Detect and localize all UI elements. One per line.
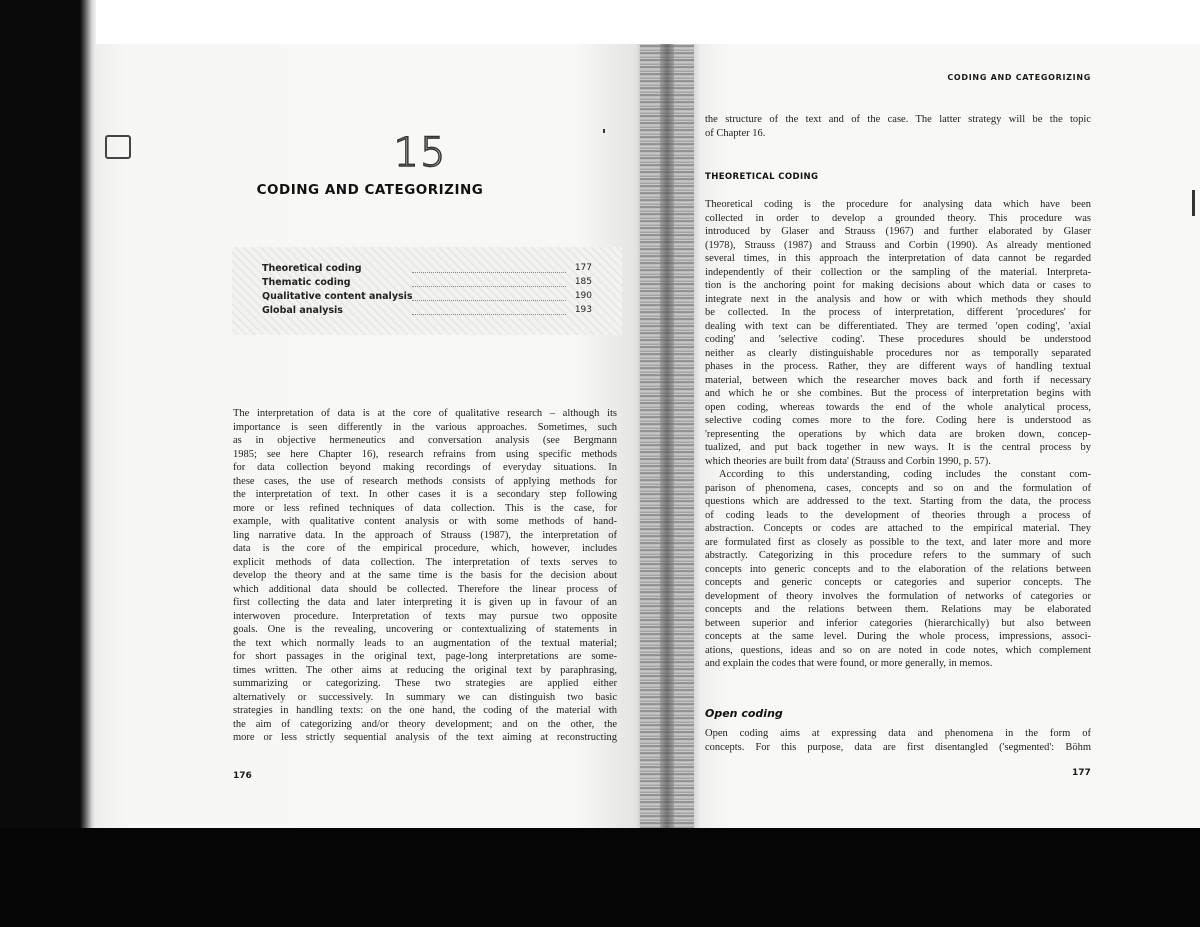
text-line: for data collection beyond making recordings of everyday situations. In — [233, 462, 617, 473]
text-line: concepts at the same level. During the whole process, impressions, associ- — [705, 631, 1091, 642]
text-line: for short passages in the original text, page-long interpretations are some- — [233, 651, 617, 662]
text-line: 'representing the operations by which data are broken down, concep- — [705, 428, 1091, 440]
text-line: explicit methods of data collection. The interpretation of texts serves to — [233, 556, 617, 568]
text-line: concepts and generic concepts or categories and superior concepts. The — [705, 577, 1091, 588]
text-line: which additional data should be collected. Therefore the linear process of — [233, 583, 617, 595]
text-line: goals. One is the revealing, uncovering or contextualizing of statements in — [233, 624, 617, 635]
text-line: ling narrative data. In the approach of Strauss (1987), the interpretation of — [233, 529, 617, 541]
scan-left-edge — [0, 0, 96, 927]
scan-speck — [1192, 190, 1195, 216]
text-line: importance is seen differently in the various approaches. Sometimes, such — [233, 421, 617, 433]
toc-label: Theoretical coding — [262, 263, 362, 274]
toc-page: 190 — [574, 291, 592, 301]
text-line: are formulated first as closely as possible to the text, and later more and more — [705, 536, 1091, 548]
text-line: neither as clearly distinguishable procedures nor as temporally separated — [705, 347, 1091, 359]
page-tab-mark — [105, 135, 131, 159]
chapter-contents-box — [232, 247, 622, 335]
text-line: According to this understanding, coding includes the constant com- — [719, 469, 1091, 480]
section-heading: THEORETICAL CODING — [705, 172, 819, 182]
running-head: CODING AND CATEGORIZING — [947, 73, 1091, 82]
scan-top-margin — [96, 0, 1200, 44]
toc-label: Qualitative content analysis — [262, 291, 413, 302]
text-line: the aim of categorizing and/or theory development; and on the other, the — [233, 718, 617, 730]
text-line: tualized, and put back together in new ways. It is the central process by — [705, 442, 1091, 453]
left-body-text — [233, 407, 617, 745]
open-coding-text — [705, 727, 1091, 754]
text-line: material, between which the researcher moves back and forth if necessary — [705, 374, 1091, 386]
text-line: first collecting the data and later interpreting it is given up in favour of an — [233, 597, 617, 608]
text-line: abstraction. Concepts or codes are attached to the empirical material. They — [705, 523, 1091, 534]
text-line: and explain the codes that were found, or more generally, in memos. — [705, 658, 993, 669]
continued-text — [705, 113, 1091, 140]
text-line: interwoven procedure. Interpretation of texts may pursue two opposite — [233, 610, 617, 622]
scan-speck — [603, 129, 605, 133]
text-line: Theoretical coding is the procedure for analysing data which have been — [705, 199, 1091, 210]
text-line: these cases, the use of research methods consists of applying methods for — [233, 475, 617, 487]
text-line: questions which are addressed to the text. Starting from the data, the process — [705, 496, 1091, 507]
text-line: and which he or she combines. But the process of interpretation begins with — [705, 388, 1091, 399]
toc-label: Global analysis — [262, 305, 343, 316]
toc-page: 185 — [574, 277, 592, 287]
text-line: coding' and 'selective coding'. These procedures should be understood — [705, 334, 1091, 345]
toc-leader — [412, 272, 566, 273]
subsection-heading: Open coding — [705, 707, 783, 720]
toc-entry[interactable] — [262, 291, 592, 304]
text-line: introduced by Glaser and Strauss (1967) and further elaborated by Glaser — [705, 226, 1091, 237]
text-line: as in objective hermeneutics and conversation analysis (see Bergmann — [233, 435, 617, 446]
text-line: 1985; see here Chapter 16), research refrains from using specific methods — [233, 448, 617, 460]
text-line: concepts and the relations between them. Relations may be elaborated — [705, 604, 1091, 615]
text-line: the structure of the text and of the case. The latter strategy will be the topic — [705, 114, 1091, 125]
text-line: concepts. For this purpose, data are first disentangled ('segmented': Böhm — [705, 741, 1091, 753]
toc-leader — [412, 300, 566, 301]
theoretical-coding-text — [705, 198, 1091, 671]
text-line: be collected. In the process of interpretation, different 'procedures' for — [705, 307, 1091, 318]
text-line: more or less strictly sequential analysis of the text aiming at reconstructing — [233, 732, 617, 743]
toc-page: 193 — [574, 305, 592, 315]
text-line: abstractly. Categorizing in this procedure refers to the summary of such — [705, 550, 1091, 561]
text-line: example, with qualitative content analysis or with some methods of hand- — [233, 516, 617, 527]
text-line: times written. The other aims at reducing the original text by paraphrasing, — [233, 664, 617, 676]
text-line: data is the core of the empirical procedure, which, however, includes — [233, 543, 617, 554]
text-line: phases in the process. Rather, they are different ways of handling textual — [705, 361, 1091, 372]
text-line: independently of their collection or the sampling of the material. Interpreta- — [705, 266, 1091, 278]
text-line: integrate next in the analysis and how or with which methods they should — [705, 293, 1091, 305]
toc-page: 177 — [574, 263, 592, 273]
toc-entry[interactable] — [262, 305, 592, 318]
text-line: Open coding aims at expressing data and phenomena in the form of — [705, 728, 1091, 739]
page-number-left: 176 — [233, 771, 252, 781]
text-line: which theories are built from data' (Strauss and Corbin 1990, p. 57). — [705, 455, 991, 467]
text-line: open coding, whereas towards the end of the whole analytical process, — [705, 401, 1091, 413]
text-line: alternatively or successively. In summary we can distinguish two basic — [233, 691, 617, 703]
text-line: selective coding comes more to the fore. Coding here is understood as — [705, 415, 1091, 426]
text-line: of Chapter 16. — [705, 127, 766, 139]
text-line: (1978), Strauss (1987) and Strauss and Corbin (1990). As already mentioned — [705, 239, 1091, 251]
chapter-title: CODING AND CATEGORIZING — [256, 182, 484, 198]
page-number-right: 177 — [1072, 768, 1091, 778]
toc-entry[interactable] — [262, 277, 592, 290]
toc-label: Thematic coding — [262, 277, 351, 288]
text-line: development of theory involves the formulation of networks of categories or — [705, 590, 1091, 602]
text-line: concepts into generic concepts and to the elaboration of the relations between — [705, 563, 1091, 575]
toc-entry[interactable] — [262, 263, 592, 276]
text-line: The interpretation of data is at the core of qualitative research – although its — [233, 408, 617, 419]
text-line: strategies in handling texts: on the one hand, the coding of the material with — [233, 705, 617, 716]
toc-leader — [412, 286, 566, 287]
scan-bottom-shadow — [0, 828, 1200, 927]
text-line: ations, questions, ideas and so on are noted in code notes, which complement — [705, 644, 1091, 656]
text-line: the interpretation of text. In other cases it is a secondary step following — [233, 489, 617, 500]
text-line: between superior and inferior categories (hierarchically) but also between — [705, 617, 1091, 629]
text-line: of coding leads to the development of theories through a process of — [705, 509, 1091, 521]
text-line: parison of phenomena, cases, concepts and so on and the formulation of — [705, 482, 1091, 494]
text-line: the text which normally leads to an augmentation of the textual material; — [233, 637, 617, 649]
text-line: summarizing or categorizing. These two strategies are applied either — [233, 678, 617, 689]
text-line: develop the theory and at the same time is the basis for the decision about — [233, 570, 617, 581]
text-line: dealing with text can be differentiated. They are termed 'open coding', 'axial — [705, 320, 1091, 332]
gutter-shadow — [660, 44, 674, 828]
chapter-number: 15 — [393, 130, 447, 176]
text-line: several times, in this approach the interpretation of data cannot be regarded — [705, 253, 1091, 264]
text-line: collected in order to develop a grounded theory. This procedure was — [705, 212, 1091, 224]
text-line: tion is the anchoring point for making decisions about which data or cases to — [705, 280, 1091, 291]
toc-leader — [412, 314, 566, 315]
text-line: more or less refined techniques of data collection. This is the case, for — [233, 502, 617, 514]
